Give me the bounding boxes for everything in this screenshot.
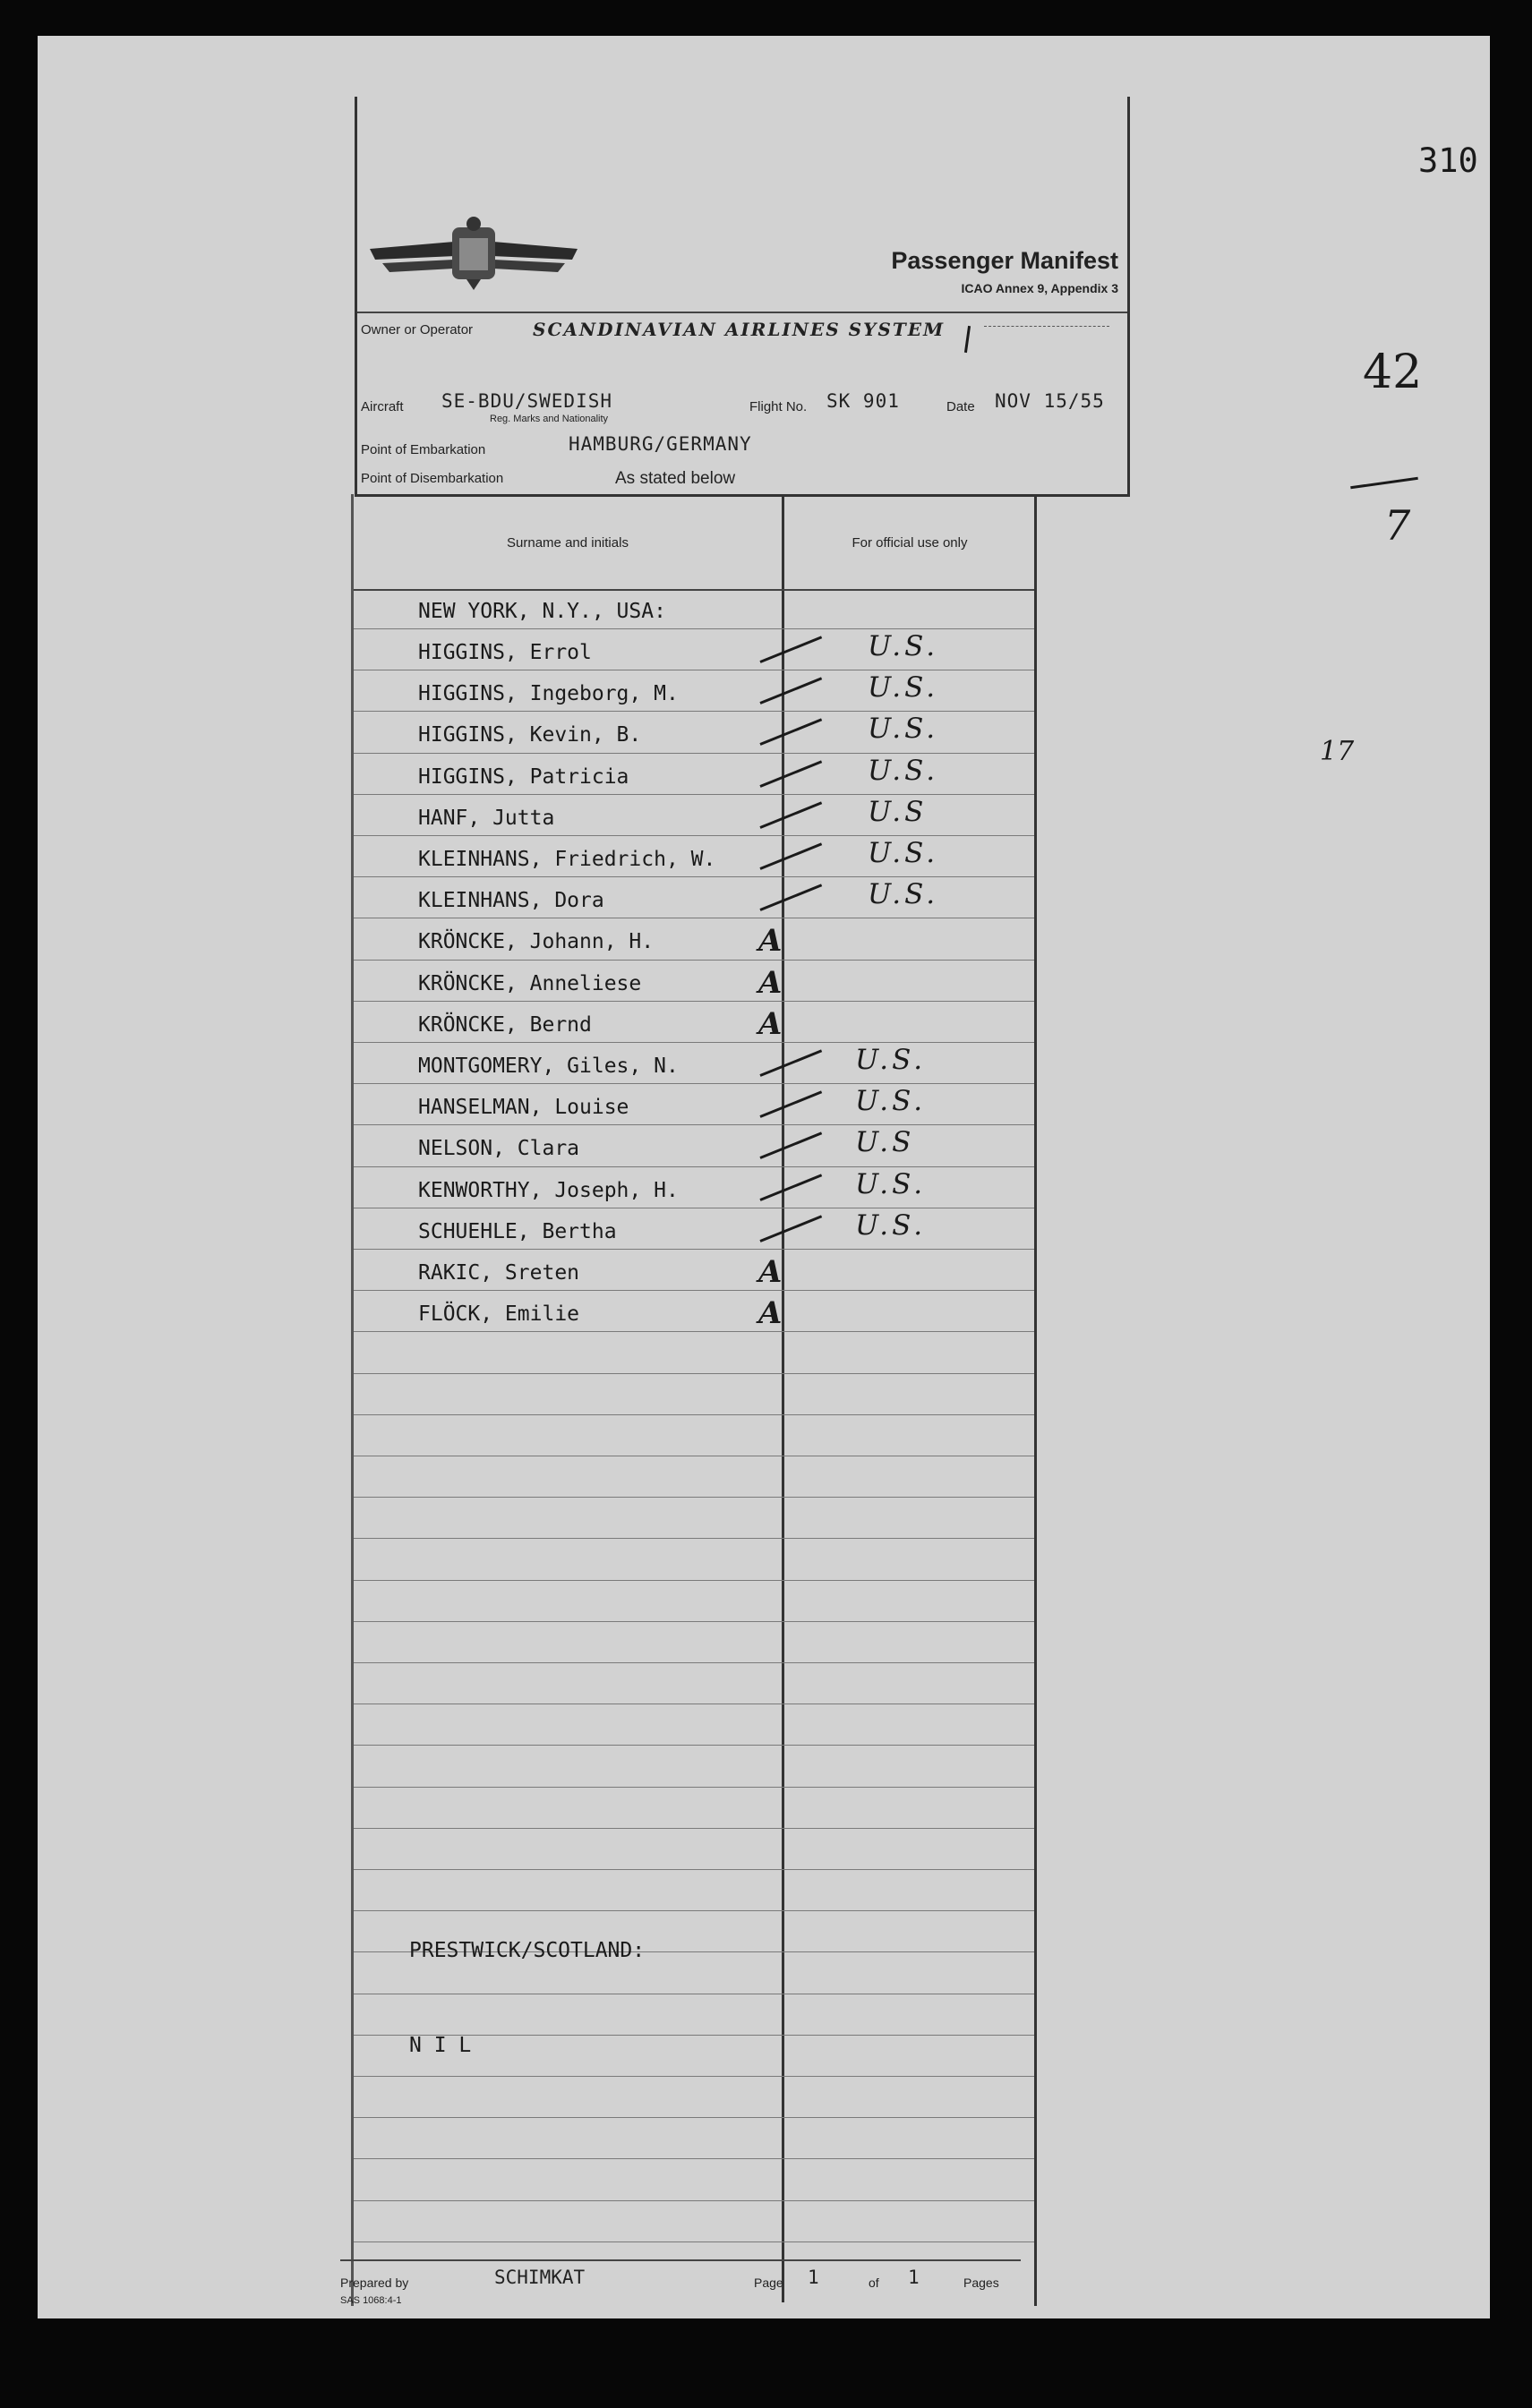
passenger-name: HIGGINS, Ingeborg, M.	[418, 682, 679, 706]
ruled-line	[354, 1910, 1034, 1911]
ruled-line	[354, 1414, 1034, 1415]
passenger-name: MONTGOMERY, Giles, N.	[418, 1055, 679, 1078]
check-mark	[759, 801, 822, 829]
ruled-line	[354, 1083, 1034, 1084]
official-mark: U.S.	[868, 837, 939, 869]
aircraft-sub-label: Reg. Marks and Nationality	[490, 414, 609, 424]
ruled-line	[354, 628, 1034, 629]
passenger-name: KRÖNCKE, Johann, H.	[418, 930, 655, 954]
official-mark: U.S	[868, 795, 928, 828]
passenger-name: HANSELMAN, Louise	[418, 1096, 629, 1120]
ruled-line	[354, 2076, 1034, 2077]
embarkation-label: Point of Embarkation	[361, 442, 486, 457]
official-mark: U.S.	[855, 1044, 927, 1076]
operator-fill-line	[984, 326, 1109, 327]
official-mark: U.S.	[855, 1208, 927, 1242]
prepared-label: Prepared by	[340, 2276, 409, 2290]
passenger-name: KENWORTHY, Joseph, H.	[418, 1178, 679, 1202]
ruled-line	[354, 1828, 1034, 1829]
of-label: of	[869, 2276, 879, 2290]
check-mark	[759, 636, 822, 663]
flight-label: Flight No.	[749, 399, 808, 414]
margin-note-side: 17	[1320, 736, 1355, 767]
date-label: Date	[946, 399, 975, 414]
ruled-line	[354, 1869, 1034, 1870]
ruled-line	[354, 2158, 1034, 2159]
ruled-line	[354, 2241, 1034, 2242]
official-mark: U.S.	[855, 1167, 927, 1200]
owner-label: Owner or Operator	[361, 322, 474, 337]
check-mark	[759, 1049, 822, 1077]
passenger-name: SCHUEHLE, Bertha	[418, 1219, 617, 1243]
ruled-line	[354, 1373, 1034, 1374]
page-label: Page	[754, 2276, 783, 2290]
check-mark	[759, 1132, 822, 1160]
destination-heading-2: PRESTWICK/SCOTLAND:	[409, 1939, 646, 1962]
official-mark: A	[758, 964, 783, 1001]
form-subtitle: ICAO Annex 9, Appendix 3	[961, 281, 1118, 295]
passenger-name: HIGGINS, Kevin, B.	[418, 723, 642, 747]
ruled-line	[354, 1042, 1034, 1043]
passenger-name: KLEINHANS, Friedrich, W.	[418, 848, 716, 871]
margin-note-fraction-bottom: 7	[1384, 501, 1411, 550]
ruled-line	[354, 835, 1034, 836]
destination-heading: NEW YORK, N.Y., USA:	[418, 600, 666, 623]
ruled-line	[354, 1621, 1034, 1622]
official-mark: U.S.	[868, 878, 939, 911]
check-mark	[759, 1091, 822, 1119]
form-code: SAS 1068:4-1	[340, 2295, 402, 2306]
operator-tick-mark	[964, 326, 971, 353]
passenger-name: FLÖCK, Emilie	[418, 1302, 580, 1327]
passenger-name: HIGGINS, Patricia	[418, 764, 629, 789]
passenger-name: KRÖNCKE, Bernd	[418, 1012, 592, 1037]
passenger-name: KRÖNCKE, Anneliese	[418, 971, 642, 995]
ruled-line	[354, 1580, 1034, 1581]
check-mark	[759, 842, 822, 870]
ruled-line	[354, 1331, 1034, 1332]
check-mark	[759, 719, 822, 747]
check-mark	[759, 1215, 822, 1242]
official-mark: U.S.	[868, 713, 939, 746]
ruled-line	[354, 1745, 1034, 1746]
ruled-line	[354, 1249, 1034, 1250]
official-mark: A	[758, 923, 783, 960]
ruled-line	[354, 2200, 1034, 2201]
margin-note-fraction-top: 42	[1363, 346, 1423, 399]
ruled-line	[354, 876, 1034, 877]
header-divider	[357, 312, 1127, 313]
form-title: Passenger Manifest	[891, 247, 1118, 274]
manifest-form	[340, 97, 1125, 2308]
page-number: 310	[1418, 141, 1478, 180]
ruled-line	[354, 1290, 1034, 1291]
official-mark: A	[758, 1005, 783, 1042]
ruled-line	[354, 753, 1034, 754]
ruled-line	[354, 1787, 1034, 1788]
pages-label: Pages	[963, 2276, 999, 2290]
check-mark	[759, 884, 822, 912]
ruled-line	[354, 711, 1034, 712]
ruled-line	[354, 1662, 1034, 1663]
official-mark: A	[758, 1295, 783, 1332]
flight-value: SK 901	[826, 390, 900, 412]
footer-rule	[340, 2259, 1021, 2261]
passenger-name: HIGGINS, Errol	[418, 641, 592, 664]
official-mark: U.S.	[868, 671, 939, 704]
aircraft-label: Aircraft	[361, 399, 404, 414]
official-mark: A	[758, 1254, 783, 1290]
check-mark	[759, 1174, 822, 1201]
check-mark	[759, 760, 822, 788]
ruled-line	[354, 2117, 1034, 2118]
date-value: NOV 15/55	[995, 390, 1105, 412]
ruled-line	[354, 1538, 1034, 1539]
passenger-name: NELSON, Clara	[418, 1137, 580, 1161]
column-header-name: Surname and initials	[507, 535, 629, 551]
ruled-line	[354, 1497, 1034, 1498]
official-mark: U.S.	[868, 630, 939, 662]
official-mark: U.S.	[868, 754, 939, 787]
destination-2-entry: N I L	[409, 2034, 472, 2057]
page-value: 1	[808, 2267, 819, 2288]
airline-wings-logo-icon	[366, 204, 581, 303]
column-divider	[782, 494, 784, 2302]
official-mark: U.S	[855, 1126, 915, 1159]
ruled-line	[354, 1001, 1034, 1002]
ruled-line	[354, 1124, 1034, 1125]
passenger-name: KLEINHANS, Dora	[418, 889, 604, 913]
passenger-table	[351, 494, 1037, 2306]
prepared-value: SCHIMKAT	[494, 2267, 586, 2288]
passenger-name: RAKIC, Sreten	[418, 1261, 580, 1285]
owner-value: SCANDINAVIAN AIRLINES SYSTEM	[533, 319, 946, 340]
aircraft-value: SE-BDU/SWEDISH	[441, 390, 613, 412]
passenger-name: HANF, Jutta	[418, 806, 555, 830]
column-header-official: For official use only	[852, 535, 968, 551]
disembarkation-value: As stated below	[615, 469, 736, 488]
header-rule	[354, 589, 1034, 591]
ruled-line	[354, 960, 1034, 961]
check-mark	[759, 678, 822, 705]
margin-fraction-line	[1350, 477, 1418, 490]
ruled-line	[354, 1166, 1034, 1167]
official-mark: U.S.	[855, 1085, 927, 1118]
ruled-line	[354, 794, 1034, 795]
embarkation-value: HAMBURG/GERMANY	[569, 433, 752, 455]
disembarkation-label: Point of Disembarkation	[361, 471, 504, 486]
of-value: 1	[908, 2267, 920, 2288]
form-header	[355, 97, 1130, 497]
